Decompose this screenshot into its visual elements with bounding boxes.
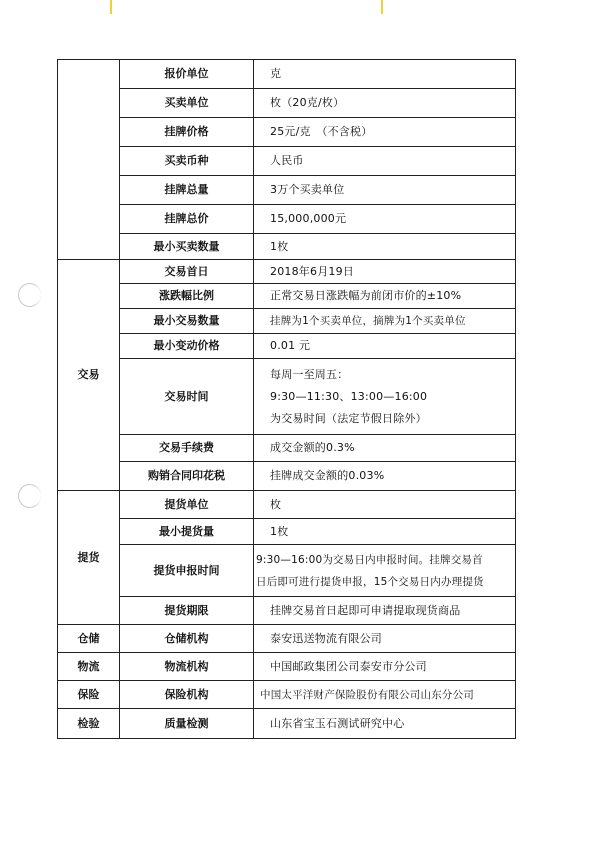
row-value: 成交金额的0.3%: [254, 435, 516, 462]
row-value: 挂牌成交金额的0.03%: [254, 462, 516, 491]
table-row: [58, 491, 516, 519]
table-row: [58, 359, 516, 435]
row-value: 挂牌为1个买卖单位，摘牌为1个买卖单位: [254, 309, 516, 334]
table-row: [58, 284, 516, 309]
row-label: 最小提货量: [120, 519, 254, 545]
table-row: [58, 89, 516, 118]
category-cell-blank: [58, 60, 120, 260]
punch-hole-mark: [18, 283, 41, 307]
row-value: 1枚: [254, 234, 516, 260]
row-value: 2018年6月19日: [254, 260, 516, 284]
table-row: [58, 681, 516, 709]
row-label: 挂牌总价: [120, 205, 254, 234]
value-line: 每周一至周五：: [270, 367, 349, 381]
table-row: [58, 519, 516, 545]
scan-mark: [381, 0, 383, 14]
value-line: 9:30—11:30、13:00—16:00: [270, 389, 428, 403]
category-cell: 提货: [58, 491, 120, 625]
row-value: 3万个买卖单位: [254, 176, 516, 205]
row-label: 提货期限: [120, 597, 254, 625]
table-row: [58, 60, 516, 89]
scan-mark: [110, 0, 112, 14]
product-spec-table: [57, 59, 516, 739]
row-label: 买卖单位: [120, 89, 254, 118]
category-cell: 交易: [58, 260, 120, 491]
table-row: [58, 709, 516, 739]
category-cell: 检验: [58, 709, 120, 739]
row-value: 山东省宝玉石测试研究中心: [254, 709, 516, 739]
row-label: 购销合同印花税: [120, 462, 254, 491]
table-row: [58, 653, 516, 681]
row-value: 0.01 元: [254, 334, 516, 359]
punch-hole-mark: [18, 484, 41, 508]
row-value: 中国太平洋财产保险股份有限公司山东分公司: [254, 681, 516, 709]
row-label: 涨跌幅比例: [120, 284, 254, 309]
row-value-multiline: [254, 545, 516, 597]
row-label: 仓储机构: [120, 625, 254, 653]
row-value: 正常交易日涨跌幅为前闭市价的±10%: [254, 284, 516, 309]
table-row: [58, 435, 516, 462]
row-label: 提货单位: [120, 491, 254, 519]
row-label: 交易首日: [120, 260, 254, 284]
table-row: [58, 625, 516, 653]
row-value: 1枚: [254, 519, 516, 545]
row-value: 挂牌交易首日起即可申请提取现货商品: [254, 597, 516, 625]
table-row: [58, 118, 516, 147]
table-row: [58, 334, 516, 359]
row-label: 最小交易数量: [120, 309, 254, 334]
category-cell: 保险: [58, 681, 120, 709]
row-label: 交易时间: [120, 359, 254, 435]
table-row: [58, 234, 516, 260]
row-label: 挂牌价格: [120, 118, 254, 147]
row-value-multiline: [254, 359, 516, 435]
table-row: [58, 147, 516, 176]
category-cell: 物流: [58, 653, 120, 681]
row-value: 人民币: [254, 147, 516, 176]
row-label: 物流机构: [120, 653, 254, 681]
table-row: [58, 462, 516, 491]
table-row: [58, 597, 516, 625]
row-label: 买卖币种: [120, 147, 254, 176]
table-row: [58, 260, 516, 284]
row-value: 中国邮政集团公司泰安市分公司: [254, 653, 516, 681]
row-value: 枚: [254, 491, 516, 519]
row-value: 枚（20克/枚）: [254, 89, 516, 118]
row-label: 最小买卖数量: [120, 234, 254, 260]
row-label: 质量检测: [120, 709, 254, 739]
row-label: 交易手续费: [120, 435, 254, 462]
row-label: 最小变动价格: [120, 334, 254, 359]
row-label: 挂牌总量: [120, 176, 254, 205]
row-label: 报价单位: [120, 60, 254, 89]
value-line: 日后即可进行提货申报，15个交易日内办理提货: [256, 575, 484, 588]
category-cell: 仓储: [58, 625, 120, 653]
table-row: [58, 176, 516, 205]
row-value: 15,000,000元: [254, 205, 516, 234]
row-label: 保险机构: [120, 681, 254, 709]
row-value: 泰安迅送物流有限公司: [254, 625, 516, 653]
row-label: 提货申报时间: [120, 545, 254, 597]
table-row: [58, 205, 516, 234]
value-line: 9:30—16:00为交易日内申报时间。挂牌交易首: [256, 553, 483, 566]
table-row: [58, 545, 516, 597]
row-value: 克: [254, 60, 516, 89]
table-row: [58, 309, 516, 334]
value-line: 为交易时间（法定节假日除外）: [270, 411, 427, 425]
row-value: 25元/克 （不含税）: [254, 118, 516, 147]
